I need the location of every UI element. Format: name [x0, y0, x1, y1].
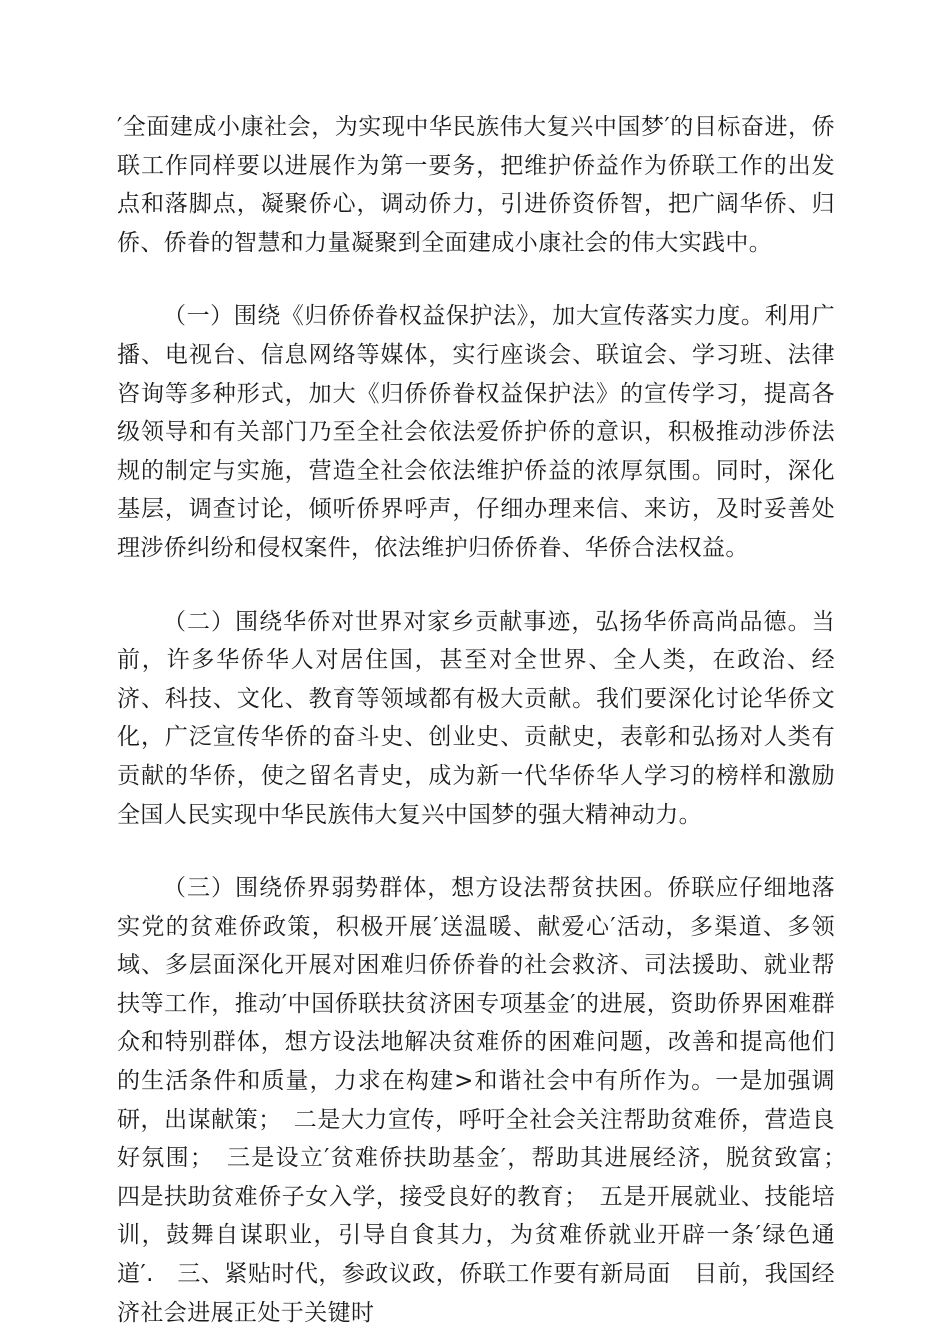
paragraph-section-3: （三）围绕侨界弱势群体，想方设法帮贫扶困。侨联应仔细地落实党的贫难侨政策，积极开展′送温暖、献爱心′活动，多渠道、多领域、多层面深化开展对困难归侨侨眷的社会救济、司法援助、就业帮扶等工作，推动′中国侨联扶贫济困专项基金′的进展，资助侨界困难群众和特别群体，想方设法地解决贫难侨的困难问题，改善和提高他们的生活条件和质量，力求在构建>和谐社会中有所作为。一是加强调研，出谋献策； 二是大力宣传，呼吁全社会关注帮助贫难侨，营造良好氛围； 三是设立′贫难侨扶助基金′，帮助其进展经济，脱贫致富； 四是扶助贫难侨子女入学，接受良好的教育； 五是开展就业、技能培训，鼓舞自谋职业，引导自食其力，为贫难侨就业开辟一条′绿色通道′. 三、紧贴时代，参政议政，侨联工作要有新局面 目前，我国经济社会进展正处于关键时 [117, 875, 859, 1326]
document-body [117, 108, 859, 1332]
paragraph-section-1: （一）围绕《归侨侨眷权益保护法》，加大宣传落实力度。利用广播、电视台、信息网络等媒体，实行座谈会、联谊会、学习班、法律咨询等多种形式，加大《归侨侨眷权益保护法》的宣传学习，提高各级领导和有关部门乃至全社会依法爱侨护侨的意识，积极推动涉侨法规的制定与实施，营造全社会依法维护侨益的浓厚氛围。同时，深化基层，调查讨论，倾听侨界呼声，仔细办理来信、来访，及时妥善处理涉侨纠纷和侵权案件，依法维护归侨侨眷、华侨合法权益。 [117, 303, 835, 561]
paragraph-section-2: （二）围绕华侨对世界对家乡贡献事迹，弘扬华侨高尚品德。当前，许多华侨华人对居住国，甚至对全世界、全人类，在政治、经济、科技、文化、教育等领域都有极大贡献。我们要深化讨论华侨文化，广泛宣传华侨的奋斗史、创业史、贡献史，表彰和弘扬对人类有贡献的华侨，使之留名青史，成为新一代华侨华人学习的榜样和激励全国人民实现中华民族伟大复兴中国梦的强大精神动力。 [117, 608, 835, 828]
paragraph-intro: ′全面建成小康社会，为实现中华民族伟大复兴中国梦′的目标奋进，侨联工作同样要以进展作为第一要务，把维护侨益作为侨联工作的出发点和落脚点，凝聚侨心，调动侨力，引进侨资侨智，把广阔华侨、归侨、侨眷的智慧和力量凝聚到全面建成小康社会的伟大实践中。 [117, 114, 835, 256]
